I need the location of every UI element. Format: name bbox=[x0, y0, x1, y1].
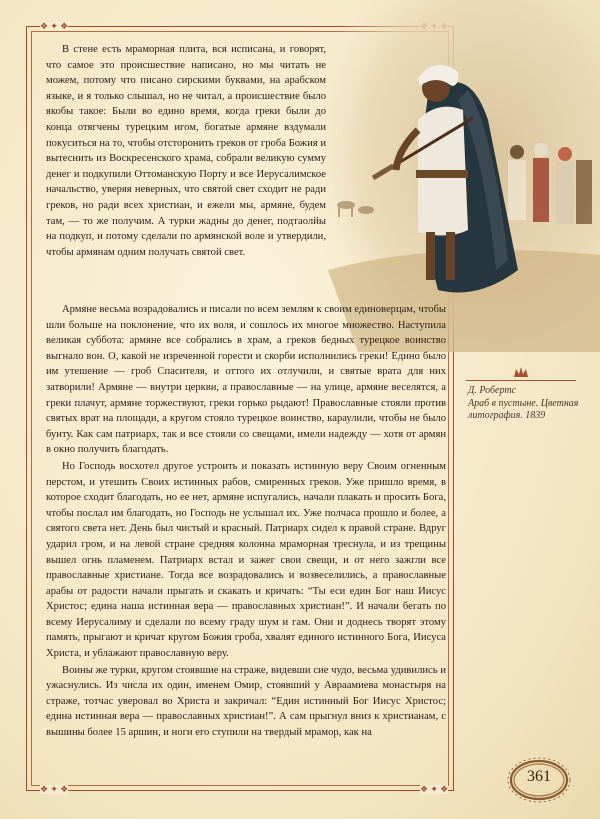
ornament-icon: ❖ ✦ ❖ bbox=[420, 784, 449, 794]
crown-ornament-icon bbox=[513, 366, 529, 378]
ornament-icon: ❖ ✦ ❖ bbox=[40, 21, 69, 31]
paragraph: В стене есть мраморная плита, вся исписана, и говорят, что самое это происшествие написано, но мы читать не можем, потому что писано сирскими буквами, на арабском языке, и я только слышал, но не читал, а происшествие было якобы такое: Были во едино время, когда греки были до конца отягчены турецким игом, богатые армяне вздумали покуситься на то, чтобы отсторонить греков от гроба Божия и вытеснить из Воскресенского храма, собрали великую сумму денег и подкупили Оттоманскую Порту и все Иерусалимское начальство, уверяя неверных, что святой свет сходит не ради греков, но ради всех христиан, и ежели мы, армяне, будем там, — то же получим. А турки жадны до денег, подтаолйы на подкуп, и потому сделали по армянской воле и утвердили, чтобы армянам одним получать святой свет. bbox=[46, 44, 326, 258]
paragraph: Воины же турки, кругом стоявшие на страже, видевши сие чудо, весьма удивились и ужаснулись. Из числа их один, именем Омир, стоявший у Авраамиева монастыря на страже, тотчас уверовал во Христа и закричал: “Един истинный Бог Иисус Христос; едина истинная вера — православных христиан!”. А сам прыгнул вниз к христианам, с вышины более 15 аршин, и ноги его ступили на твердый мрамор, как на bbox=[46, 664, 446, 739]
caption-divider bbox=[466, 380, 576, 381]
main-text-continued bbox=[46, 302, 446, 742]
page-number: 361 bbox=[527, 768, 551, 785]
main-text bbox=[46, 42, 444, 261]
paragraph: Но Господь восхотел другое устроить и показать истинную веру Своим огненным перстом, и утешить Своих истинных рабов, смиренных греков. Уже пришло время, в которое сходит благодать, но ее нет, армяне испугались, начали плакать и просить Бога, чтобы послал им благодать, но Господь не услышал их. Уже полчаса прошло и более, а святого света нет. День был чистый и красный. Патриарх сидел к правой стране. Вдруг ударил гром, и на левой стране средняя колонна мраморная треснула, и из трещины вышел огнь пламенем. Патриарх встал и зажег свои свещи, и от него зажгли все православные христиане. Тогда все возрадовались и возвеселились, а православные арабы от радости начали прыгать и скакать и кричать: “Ты еси един Бог наш Иисус Христос; едина наша истинная вера — православных христиан!”. И начали бегать по всему Иерусалиму и сделали по всему граду шум и гам. Они и доднесь творят этому память, прыгают и кричат кругом Божия гроба, хвалят единого истинного Бога, Иисуса Христа, и ублажают православную веру. bbox=[46, 460, 446, 660]
ornament-icon: ❖ ✦ ❖ bbox=[40, 784, 69, 794]
image-caption bbox=[468, 385, 583, 423]
paragraph: Армяне весьма возрадовались и писали по всем землям к своим единоверцам, чтобы шли больше на поклонение, что их воля, и сошлось их многое множество. Наступила великая суббота: армяне все собрались в храм, а греков бедных турецкое воинство выгнало вон. О, какой не изреченной горести и скорби исполнились греки! Едино было им утешение — гроб Спасителя, и оттого их отлучили, и святые врата для них затворили! Армяне — внутри церкви, а православные — на улице, армяне веселятся, а греки плачут, армяне торжествуют, греки горько рыдают! Православные стояли против святых врат на площади, а кругом стояло турецкое воинство, караулили, чтобы не было бунту. Как сам патриарх, так и все стояли со свещами, имели надежду — хотя от армян в окно получить благодать. bbox=[46, 304, 446, 456]
page-number-badge bbox=[504, 752, 574, 812]
caption-text: Араб в пустыне. Цветная литография. 1839 bbox=[468, 397, 579, 421]
caption-author: Д. Робертс bbox=[468, 385, 516, 396]
